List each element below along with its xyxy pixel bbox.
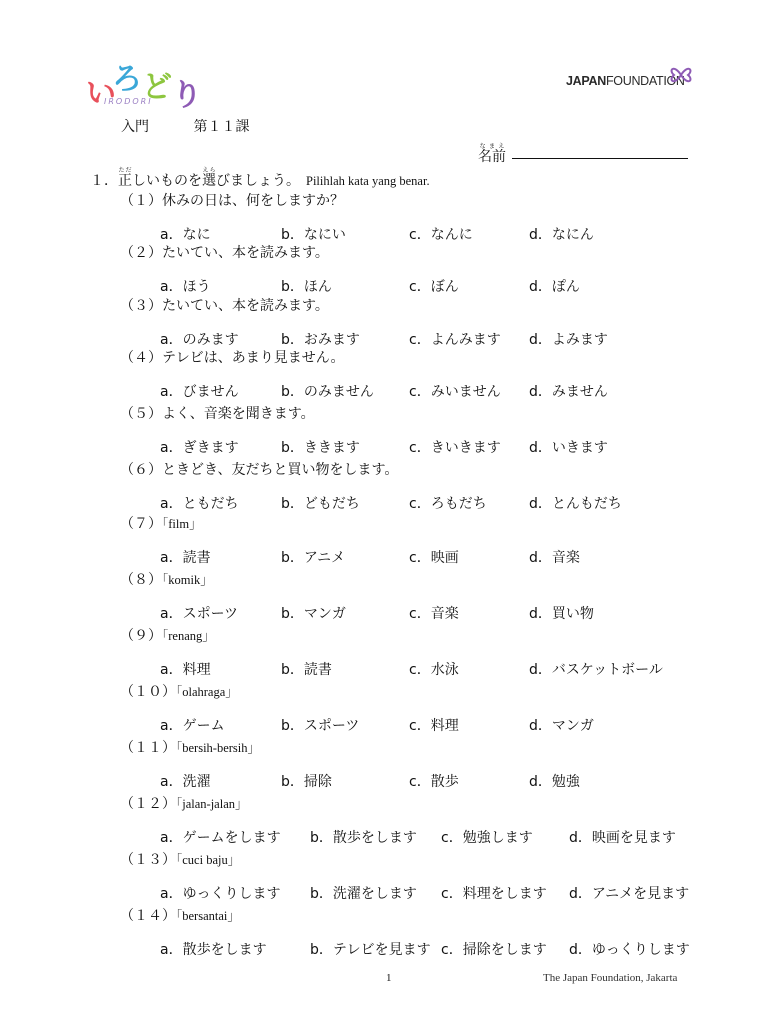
question-number: （４） <box>120 350 162 366</box>
question-number: （３） <box>120 298 162 314</box>
answer-option-d[interactable]: d．映画を見ます <box>569 830 676 846</box>
question-number: （９） <box>120 628 162 644</box>
question-prompt <box>120 737 260 757</box>
logo-char-ri: り <box>172 78 202 113</box>
question-text: よく、音楽を聞きます。 <box>162 406 315 422</box>
question-text: 「film」 <box>162 517 202 531</box>
answer-option-d[interactable]: d．勉強 <box>529 774 580 790</box>
answer-option-a[interactable]: a．読書 <box>160 550 211 566</box>
answer-option-c[interactable]: c．映画 <box>409 550 459 566</box>
answer-option-a[interactable]: a．びません <box>160 384 239 400</box>
question-text: 「cuci baju」 <box>176 853 241 867</box>
lesson-heading <box>121 116 289 136</box>
instruction-indonesian: Pilihlah kata yang benar. <box>306 174 430 188</box>
answer-option-d[interactable]: d．よみます <box>529 332 608 348</box>
question-prompt <box>120 242 329 262</box>
question-number: （２） <box>120 245 162 261</box>
answer-option-d[interactable]: d．なにん <box>529 227 594 243</box>
question-prompt <box>120 513 202 533</box>
question-prompt <box>120 190 344 210</box>
japan-foundation-butterfly-icon <box>668 62 694 88</box>
answer-option-a[interactable]: a．ぎきます <box>160 440 239 456</box>
japan-foundation-wordmark: JAPANFOUNDATION <box>566 74 685 88</box>
answer-option-b[interactable]: b．おみます <box>281 332 360 348</box>
question-number: （８） <box>120 572 162 588</box>
answer-option-c[interactable]: c．なんに <box>409 227 473 243</box>
question-prompt <box>120 793 248 813</box>
answer-option-c[interactable]: c．料理 <box>409 718 459 734</box>
question-text: 「olahraga」 <box>176 685 238 699</box>
answer-option-a[interactable]: a．ゲームをします <box>160 830 281 846</box>
question-text: たいてい、本を読みます。 <box>162 245 329 261</box>
answer-option-b[interactable]: b．テレビを見ます <box>310 942 431 958</box>
question-text: 休みの日は、何をしますか？ <box>162 193 344 209</box>
answer-option-a[interactable]: a．散歩をします <box>160 942 267 958</box>
irodori-logo <box>86 54 206 114</box>
question-number: （１０） <box>120 684 176 700</box>
answer-option-b[interactable]: b．スポーツ <box>281 718 360 734</box>
question-text: 「komik」 <box>162 573 213 587</box>
answer-option-d[interactable]: d．いきます <box>529 440 608 456</box>
question-prompt <box>120 569 213 589</box>
answer-option-a[interactable]: a．ゆっくりします <box>160 886 281 902</box>
question-prompt <box>120 347 345 367</box>
answer-option-a[interactable]: a．スポーツ <box>160 606 239 622</box>
question-number: （１２） <box>120 796 176 812</box>
answer-option-b[interactable]: b．アニメ <box>281 550 346 566</box>
question-number: （１３） <box>120 852 176 868</box>
answer-option-d[interactable]: d．みません <box>529 384 608 400</box>
answer-option-d[interactable]: d．アニメを見ます <box>569 886 690 902</box>
question-text: 「jalan-jalan」 <box>176 797 248 811</box>
answer-option-d[interactable]: d．ぽん <box>529 279 580 295</box>
answer-option-b[interactable]: b．掃除 <box>281 774 332 790</box>
question-number: （５） <box>120 406 162 422</box>
question-text: 「renang」 <box>162 629 215 643</box>
logo-roman: IRODORI <box>104 97 153 106</box>
answer-option-d[interactable]: d．買い物 <box>529 606 594 622</box>
name-field: 名前なまえ <box>478 143 688 166</box>
answer-option-a[interactable]: a．ともだち <box>160 496 239 512</box>
answer-option-c[interactable]: c．勉強します <box>441 830 533 846</box>
answer-option-c[interactable]: c．散歩 <box>409 774 459 790</box>
question-prompt <box>120 295 329 315</box>
logo-char-do: ど <box>142 70 172 105</box>
answer-option-d[interactable]: d．とんもだち <box>529 496 622 512</box>
question-number: （７） <box>120 516 162 532</box>
answer-option-b[interactable]: b．読書 <box>281 662 332 678</box>
answer-option-a[interactable]: a．ゲーム <box>160 718 225 734</box>
answer-option-a[interactable]: a．ほう <box>160 279 211 295</box>
name-label: 名前 <box>478 149 506 165</box>
question-prompt <box>120 849 240 869</box>
answer-option-a[interactable]: a．洗濯 <box>160 774 211 790</box>
footer-credit: The Japan Foundation, Jakarta <box>543 972 678 984</box>
question-number: （６） <box>120 462 162 478</box>
answer-option-c[interactable]: c．料理をします <box>441 886 547 902</box>
answer-option-b[interactable]: b．散歩をします <box>310 830 417 846</box>
lesson-label: 第１１課 <box>193 119 250 135</box>
answer-option-b[interactable]: b．ききます <box>281 440 360 456</box>
course-label: 入門 <box>121 119 149 135</box>
question-text: たいてい、本を読みます。 <box>162 298 329 314</box>
question-prompt <box>120 905 240 925</box>
answer-option-c[interactable]: c．よんみます <box>409 332 501 348</box>
answer-option-c[interactable]: c．ろもだち <box>409 496 487 512</box>
answer-option-d[interactable]: d．マンガ <box>529 718 594 734</box>
logo-char-i: い <box>86 76 116 111</box>
answer-option-c[interactable]: c．掃除をします <box>441 942 547 958</box>
question-text: 「bersih-bersih」 <box>176 741 261 755</box>
question-number: （１４） <box>120 908 176 924</box>
question-prompt <box>120 459 398 479</box>
question-number: （１１） <box>120 740 176 756</box>
answer-option-a[interactable]: a．料理 <box>160 662 211 678</box>
answer-option-b[interactable]: b．マンガ <box>281 606 346 622</box>
answer-option-a[interactable]: a．のみます <box>160 332 239 348</box>
answer-option-d[interactable]: d．バスケットボール <box>529 662 663 678</box>
answer-option-c[interactable]: c．ぼん <box>409 279 459 295</box>
name-blank-line[interactable] <box>512 158 688 159</box>
question-text: ときどき、友だちと買い物をします。 <box>162 462 399 478</box>
answer-option-a[interactable]: a．なに <box>160 227 211 243</box>
answer-option-d[interactable]: d．ゆっくりします <box>569 942 690 958</box>
answer-option-c[interactable]: c．みいません <box>409 384 501 400</box>
answer-option-b[interactable]: b．なにい <box>281 227 346 243</box>
answer-option-b[interactable]: b．洗濯をします <box>310 886 417 902</box>
question-prompt <box>120 681 238 701</box>
question-text: 「bersantai」 <box>176 909 240 923</box>
section-1-instruction: １．正ただしいものを選えらびましょう。 Pilihlah kata yang benar. <box>90 167 430 189</box>
answer-option-c[interactable]: c．音楽 <box>409 606 459 622</box>
answer-option-c[interactable]: c．水泳 <box>409 662 459 678</box>
answer-option-b[interactable]: b．のみません <box>281 384 374 400</box>
question-prompt <box>120 403 315 423</box>
question-number: （１） <box>120 193 162 209</box>
question-prompt <box>120 625 215 645</box>
answer-option-d[interactable]: d．音楽 <box>529 550 580 566</box>
answer-option-c[interactable]: c．きいきます <box>409 440 501 456</box>
answer-option-b[interactable]: b．ほん <box>281 279 332 295</box>
page-number: 1 <box>386 972 392 984</box>
logo-char-ro: ろ <box>112 62 142 97</box>
question-text: テレビは、あまり見ません。 <box>162 350 345 366</box>
answer-option-b[interactable]: b．どもだち <box>281 496 360 512</box>
